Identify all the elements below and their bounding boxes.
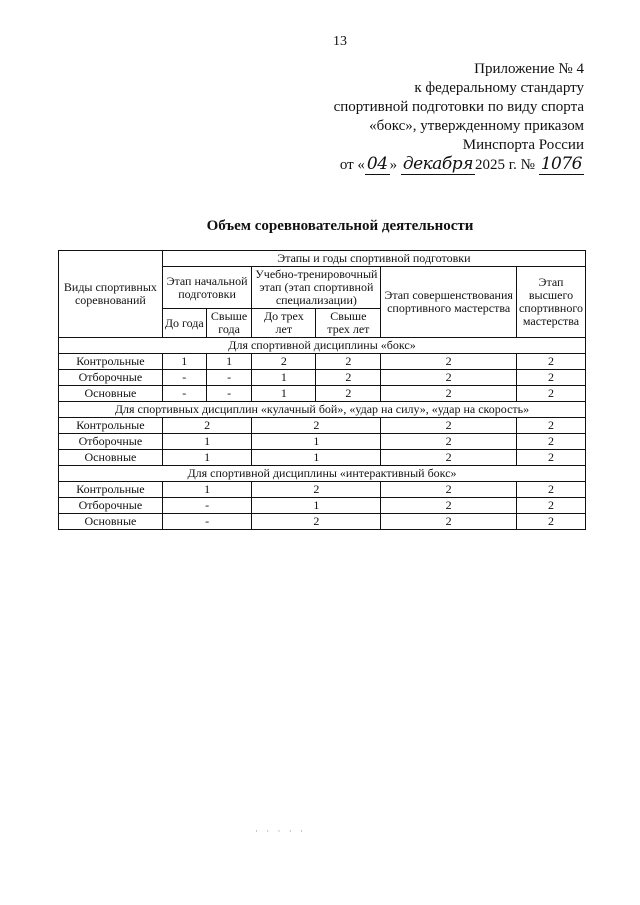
- cell: 2: [252, 418, 381, 434]
- header-stage-higher: Этап высшего спортивного мастерства: [516, 267, 585, 338]
- header-stage-improvement: Этап совершенствования спортивного мастерства: [381, 267, 517, 338]
- cell: 1: [206, 354, 252, 370]
- cell: 2: [516, 482, 585, 498]
- cell: 2: [381, 482, 517, 498]
- header-upto-year: До года: [162, 309, 206, 338]
- cell: 2: [516, 354, 585, 370]
- cell: 2: [252, 354, 316, 370]
- header-stage-initial: Этап начальной подготовки: [162, 267, 252, 309]
- cell: -: [162, 370, 206, 386]
- row-name: Отборочные: [59, 498, 163, 514]
- date-mid: »: [389, 157, 398, 173]
- appendix-line: Приложение № 4: [474, 61, 584, 77]
- row-name: Контрольные: [59, 354, 163, 370]
- section-title: Для спортивной дисциплины «интерактивный бокс»: [59, 466, 586, 482]
- table-row: [59, 482, 586, 498]
- cell: 2: [162, 418, 252, 434]
- header-kinds: Виды спортивных соревнований: [59, 251, 163, 338]
- table-row: [59, 370, 586, 386]
- cell: 1: [162, 434, 252, 450]
- section-row: [59, 466, 586, 482]
- cell: 2: [381, 434, 517, 450]
- handwritten-number: 1076: [540, 154, 582, 174]
- cell: 2: [381, 354, 517, 370]
- handwritten-month: декабря: [402, 154, 473, 174]
- cell: 2: [381, 450, 517, 466]
- cell: 2: [381, 386, 517, 402]
- table-row: [59, 434, 586, 450]
- cell: 2: [252, 514, 381, 530]
- table-row: [59, 514, 586, 530]
- cell: 2: [316, 386, 381, 402]
- row-name: Отборочные: [59, 434, 163, 450]
- appendix-line: спортивной подготовки по виду спорта: [333, 99, 584, 115]
- cell: 2: [516, 418, 585, 434]
- competition-volume-table: [58, 250, 586, 530]
- section-row: [59, 338, 586, 354]
- section-row: [59, 402, 586, 418]
- cell: -: [162, 498, 252, 514]
- section-title: Для спортивной дисциплины «бокс»: [59, 338, 586, 354]
- cell: 2: [381, 370, 517, 386]
- cell: 1: [252, 386, 316, 402]
- row-name: Основные: [59, 514, 163, 530]
- section-title: Для спортивных дисциплин «кулачный бой», «удар на силу», «удар на скорость»: [59, 402, 586, 418]
- cell: -: [206, 386, 252, 402]
- cell: 2: [316, 354, 381, 370]
- cell: 1: [162, 354, 206, 370]
- date-year: 2025 г. №: [474, 157, 535, 173]
- table-row: [59, 418, 586, 434]
- row-name: Основные: [59, 450, 163, 466]
- cell: 2: [516, 434, 585, 450]
- header-row: [59, 251, 586, 267]
- document-title: Объем соревновательной деятельности: [206, 218, 474, 234]
- table-row: [59, 450, 586, 466]
- cell: 2: [316, 370, 381, 386]
- appendix-header: [284, 60, 584, 175]
- cell: -: [206, 370, 252, 386]
- table-row: [59, 354, 586, 370]
- appendix-line: к федеральному стандарту: [414, 80, 584, 96]
- header-stage-training: Учебно-тренировочный этап (этап спортивной специализации): [252, 267, 381, 309]
- header-stages: Этапы и годы спортивной подготовки: [162, 251, 585, 267]
- cell: 2: [516, 450, 585, 466]
- handwritten-day: 04: [366, 154, 388, 174]
- scan-artifact: · · · · ·: [255, 826, 306, 836]
- cell: 1: [252, 450, 381, 466]
- page-number: 13: [333, 34, 347, 49]
- cell: 2: [252, 482, 381, 498]
- cell: 2: [381, 418, 517, 434]
- row-name: Отборочные: [59, 370, 163, 386]
- row-name: Основные: [59, 386, 163, 402]
- cell: 2: [381, 498, 517, 514]
- cell: 2: [516, 386, 585, 402]
- cell: 1: [162, 482, 252, 498]
- header-over-three: Свыше трех лет: [316, 309, 381, 338]
- cell: -: [162, 386, 206, 402]
- cell: 2: [516, 370, 585, 386]
- date-prefix: от «: [339, 157, 365, 173]
- header-upto-three: До трех лет: [252, 309, 316, 338]
- cell: 1: [252, 498, 381, 514]
- table-row: [59, 498, 586, 514]
- cell: 2: [381, 514, 517, 530]
- header-over-year: Свыше года: [206, 309, 252, 338]
- cell: 1: [252, 370, 316, 386]
- cell: 1: [252, 434, 381, 450]
- appendix-date-line: [284, 155, 584, 175]
- cell: -: [162, 514, 252, 530]
- row-name: Контрольные: [59, 482, 163, 498]
- cell: 2: [516, 498, 585, 514]
- cell: 2: [516, 514, 585, 530]
- appendix-line: Минспорта России: [462, 137, 584, 153]
- table-row: [59, 386, 586, 402]
- cell: 1: [162, 450, 252, 466]
- row-name: Контрольные: [59, 418, 163, 434]
- appendix-line: «бокс», утвержденному приказом: [369, 118, 584, 134]
